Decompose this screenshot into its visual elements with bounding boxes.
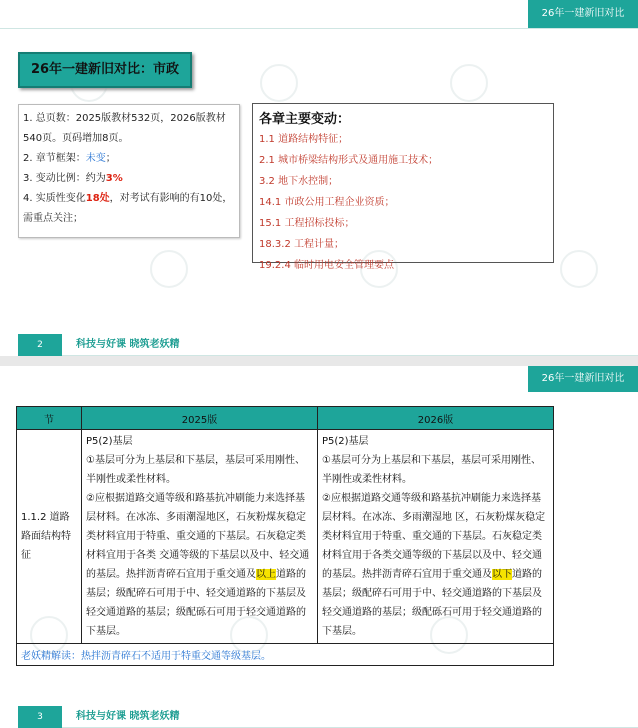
corner-tag: 26年一建新旧对比 bbox=[525, 0, 638, 28]
footer-divider bbox=[62, 355, 638, 356]
change-item: 15.1 工程招标投标； bbox=[259, 218, 355, 229]
table-row bbox=[17, 430, 554, 644]
summary-box bbox=[18, 104, 240, 238]
footer-brand: 科技与好课 晓筑老妖精 bbox=[76, 339, 180, 350]
header-section: 节 bbox=[17, 407, 82, 430]
note-row bbox=[17, 644, 554, 666]
slide-footer bbox=[0, 334, 638, 356]
section-cell: 1.1.2 道路路面结构特征 bbox=[17, 430, 82, 644]
page-number: 3 bbox=[18, 706, 62, 728]
change-item: 14.1 市政公用工程企业资质； bbox=[259, 197, 395, 208]
changes-title: 各章主要变动： bbox=[259, 112, 351, 127]
change-item: 3.2 地下水控制； bbox=[259, 176, 339, 187]
highlight-change: 以上 bbox=[256, 569, 277, 580]
summary-line-4: 4. 实质性变化18处，对考试有影响的有10处，需重点关注； bbox=[23, 193, 233, 224]
change-item: 19.2.4 临时用电安全管理要点 bbox=[259, 260, 394, 271]
chapter-changes-box bbox=[252, 103, 554, 271]
page-number: 2 bbox=[18, 334, 62, 356]
summary-line-1: 1. 总页数：2025版教材532页，2026版教材540页。页码增加8页。 bbox=[23, 113, 226, 144]
slide-footer bbox=[0, 706, 638, 728]
watermark-icon bbox=[450, 64, 488, 102]
header-2026: 2026版 bbox=[318, 407, 554, 430]
interpretation-note: 老妖精解读：热拌沥青碎石不适用于特重交通等级基层。 bbox=[17, 644, 554, 666]
highlight-change: 以下 bbox=[492, 569, 512, 580]
header-2025: 2025版 bbox=[82, 407, 318, 430]
footer-brand: 科技与好课 晓筑老妖精 bbox=[76, 711, 180, 722]
watermark-icon bbox=[150, 250, 188, 288]
table-header-row bbox=[17, 407, 554, 430]
slide-title: 26年一建新旧对比：市政 bbox=[18, 52, 192, 88]
summary-line-3: 3. 变动比例：约为3% bbox=[23, 173, 123, 184]
content-2026: P5(2)基层 ①基层可分为上基层和下基层，基层可采用刚性、半刚性或柔性材料。 ②应根据道路交通等级和路基抗冲刷能力来选择基层材料。在冰冻、多雨潮湿地 区，石灰粉煤灰稳定类材料宜用于特重、重交通的下基层。石灰稳定类材料宜用于各类交通等级的下基层以及中、轻交通的基层。热拌沥青碎石宜用于重交通及以下道路的基层；级配碎石可用于中、轻交通道路的下基层及轻交通道路的基层；级配砾石可用于轻交通道路的下基层。 bbox=[318, 430, 554, 644]
change-item: 1.1 道路结构特征； bbox=[259, 134, 349, 145]
header-divider bbox=[0, 28, 638, 29]
corner-tag: 26年一建新旧对比 bbox=[528, 366, 638, 392]
watermark-icon bbox=[560, 250, 598, 288]
slide-2 bbox=[0, 366, 638, 728]
watermark-icon bbox=[260, 64, 298, 102]
change-item: 2.1 城市桥梁结构形式及通用施工技术； bbox=[259, 155, 439, 166]
change-item: 18.3.2 工程计量； bbox=[259, 239, 344, 250]
summary-line-2: 2. 章节框架：未变； bbox=[23, 153, 116, 164]
slide-1 bbox=[0, 0, 638, 356]
content-2025: P5(2)基层 ①基层可分为上基层和下基层，基层可采用刚性、半刚性或柔性材料。 ②应根据道路交通等级和路基抗冲刷能力来选择基层材料。在冰冻、多雨潮湿地区，石灰粉煤灰稳定类材料宜用于特重、重交通的下基层。石灰稳定类材料宜用于各类 交通等级的下基层以及中、轻交通的基层。热拌沥青碎石宜用于重交通及以上道路的基层；级配碎石可用于中、轻交通道路的下基层及轻交通道路的基层；级配砾石可用于轻交通道路的下基层。 bbox=[82, 430, 318, 644]
comparison-table bbox=[16, 406, 554, 666]
